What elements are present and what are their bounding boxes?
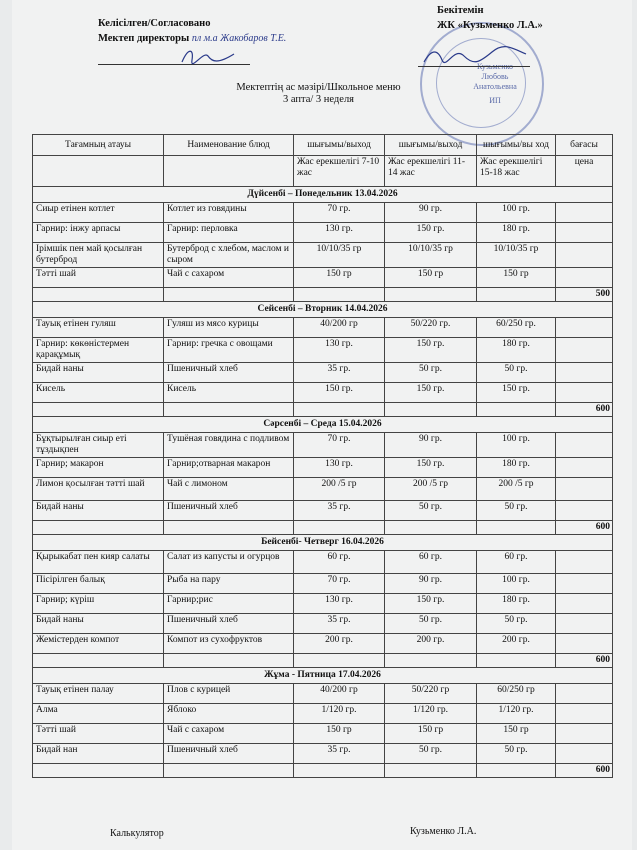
portion-7-10: 60 гр. bbox=[294, 551, 385, 574]
day-total-row bbox=[33, 403, 613, 417]
price-cell bbox=[556, 501, 613, 521]
portion-7-10: 150 гр bbox=[294, 724, 385, 744]
dish-row bbox=[33, 383, 613, 403]
menu-table bbox=[32, 134, 613, 778]
age-group-3: Жас ерекшелігі 15-18 жас bbox=[477, 156, 556, 187]
handwritten-name: пл м.а Жакобаров Т.Е. bbox=[191, 33, 287, 44]
price-cell bbox=[556, 614, 613, 634]
footer-calculator: Калькулятор bbox=[110, 828, 164, 839]
portion-7-10: 35 гр. bbox=[294, 614, 385, 634]
price-cell bbox=[556, 458, 613, 478]
dish-name-ru: Чай с сахаром bbox=[164, 268, 294, 288]
portion-7-10: 35 гр. bbox=[294, 501, 385, 521]
dish-row bbox=[33, 684, 613, 704]
portion-7-10: 130 гр. bbox=[294, 338, 385, 363]
day-total-row bbox=[33, 521, 613, 535]
portion-15-18: 50 гр. bbox=[477, 744, 556, 764]
age-group-1: Жас ерекшелігі 7-10 жас bbox=[294, 156, 385, 187]
dish-name-ru: Пшеничный хлеб bbox=[164, 744, 294, 764]
stamp-line: Кузьменко bbox=[477, 62, 513, 71]
dish-name-ru: Гарнир: гречка с овощами bbox=[164, 338, 294, 363]
price-cell bbox=[556, 574, 613, 594]
portion-7-10: 130 гр. bbox=[294, 223, 385, 243]
dish-name-ru: Пшеничный хлеб bbox=[164, 501, 294, 521]
portion-7-10: 35 гр. bbox=[294, 363, 385, 383]
dish-name-ru: Яблоко bbox=[164, 704, 294, 724]
dish-name-ru: Гарнир;рис bbox=[164, 594, 294, 614]
portion-11-14: 150 гр. bbox=[385, 338, 477, 363]
menu-title bbox=[0, 82, 637, 106]
portion-15-18: 50 гр. bbox=[477, 614, 556, 634]
dish-name-kz: Гарнир; күріш bbox=[33, 594, 164, 614]
portion-7-10: 40/200 гр bbox=[294, 684, 385, 704]
col-header-price: бағасы bbox=[556, 135, 613, 156]
price-cell bbox=[556, 551, 613, 574]
portion-11-14: 150 гр. bbox=[385, 383, 477, 403]
price-cell bbox=[556, 318, 613, 338]
day-total-price: 600 bbox=[556, 403, 613, 417]
portion-15-18: 60/250 гр. bbox=[477, 318, 556, 338]
dish-name-kz: Гарнир; макарон bbox=[33, 458, 164, 478]
day-total-price: 600 bbox=[556, 764, 613, 778]
dish-row bbox=[33, 501, 613, 521]
portion-11-14: 50 гр. bbox=[385, 363, 477, 383]
dish-name-ru: Тушёная говядина с подливом bbox=[164, 433, 294, 458]
dish-name-ru: Рыба на пару bbox=[164, 574, 294, 594]
dish-name-ru: Пшеничный хлеб bbox=[164, 363, 294, 383]
portion-7-10: 130 гр. bbox=[294, 458, 385, 478]
portion-11-14: 150 гр bbox=[385, 724, 477, 744]
portion-15-18: 10/10/35 гр bbox=[477, 243, 556, 268]
portion-15-18: 100 гр. bbox=[477, 203, 556, 223]
portion-11-14: 90 гр. bbox=[385, 574, 477, 594]
portion-15-18: 150 гр bbox=[477, 724, 556, 744]
dish-row bbox=[33, 478, 613, 501]
price-cell bbox=[556, 433, 613, 458]
dish-name-kz: Тәтті шай bbox=[33, 268, 164, 288]
dish-row bbox=[33, 704, 613, 724]
dish-name-kz: Қырыкабат пен кияр салаты bbox=[33, 551, 164, 574]
dish-name-kz: Гарнир: көкөністермен қарақұмық bbox=[33, 338, 164, 363]
dish-name-kz: Сиыр етінен котлет bbox=[33, 203, 164, 223]
dish-name-kz: Бидай наны bbox=[33, 614, 164, 634]
dish-name-ru: Чай с сахаром bbox=[164, 724, 294, 744]
price-cell bbox=[556, 724, 613, 744]
price-cell bbox=[556, 203, 613, 223]
dish-name-ru: Плов с курицей bbox=[164, 684, 294, 704]
portion-11-14: 50/220 гр bbox=[385, 684, 477, 704]
dish-name-kz: Лимон қосылған тәтті шай bbox=[33, 478, 164, 501]
portion-7-10: 70 гр. bbox=[294, 203, 385, 223]
portion-7-10: 200 гр. bbox=[294, 634, 385, 654]
portion-11-14: 150 гр. bbox=[385, 458, 477, 478]
portion-15-18: 200 /5 гр bbox=[477, 478, 556, 501]
dish-row bbox=[33, 594, 613, 614]
portion-11-14: 150 гр. bbox=[385, 223, 477, 243]
dish-row bbox=[33, 458, 613, 478]
price-cell bbox=[556, 634, 613, 654]
stamp-line: ИП bbox=[489, 96, 501, 105]
age-row bbox=[33, 156, 613, 187]
day-total-row bbox=[33, 288, 613, 302]
price-label: цена bbox=[556, 156, 613, 187]
dish-name-ru: Бутерброд с хлебом, маслом и сыром bbox=[164, 243, 294, 268]
dish-name-kz: Бидай наны bbox=[33, 363, 164, 383]
dish-row bbox=[33, 744, 613, 764]
dish-name-kz: Бидай нан bbox=[33, 744, 164, 764]
portion-11-14: 60 гр. bbox=[385, 551, 477, 574]
price-cell bbox=[556, 268, 613, 288]
portion-7-10: 40/200 гр bbox=[294, 318, 385, 338]
portion-15-18: 50 гр. bbox=[477, 501, 556, 521]
footer-signatory: Кузьменко Л.А. bbox=[410, 826, 477, 837]
portion-7-10: 200 /5 гр bbox=[294, 478, 385, 501]
dish-name-ru: Гарнир;отварная макарон bbox=[164, 458, 294, 478]
dish-row bbox=[33, 574, 613, 594]
portion-15-18: 180 гр. bbox=[477, 594, 556, 614]
dish-name-kz: Пісірілген балық bbox=[33, 574, 164, 594]
dish-row bbox=[33, 318, 613, 338]
portion-7-10: 10/10/35 гр bbox=[294, 243, 385, 268]
signature-left bbox=[178, 44, 238, 70]
portion-15-18: 150 гр bbox=[477, 268, 556, 288]
price-cell bbox=[556, 363, 613, 383]
approved-block bbox=[437, 3, 543, 33]
dish-name-kz: Бидай наны bbox=[33, 501, 164, 521]
price-cell bbox=[556, 243, 613, 268]
dish-row bbox=[33, 433, 613, 458]
dish-name-kz: Гарнир: інжу арпасы bbox=[33, 223, 164, 243]
col-header-out1: шығымы/выход bbox=[294, 135, 385, 156]
day-total-price: 500 bbox=[556, 288, 613, 302]
dish-name-ru: Кисель bbox=[164, 383, 294, 403]
day-title: Бейсенбі- Четверг 16.04.2026 bbox=[33, 535, 613, 551]
dish-name-ru: Котлет из говядины bbox=[164, 203, 294, 223]
portion-15-18: 150 гр. bbox=[477, 383, 556, 403]
dish-name-ru: Гуляш из мясо курицы bbox=[164, 318, 294, 338]
portion-11-14: 50/220 гр. bbox=[385, 318, 477, 338]
day-title: Дүйсенбі – Понедельник 13.04.2026 bbox=[33, 187, 613, 203]
portion-11-14: 150 гр bbox=[385, 268, 477, 288]
day-header-row bbox=[33, 535, 613, 551]
dish-row bbox=[33, 614, 613, 634]
portion-11-14: 90 гр. bbox=[385, 203, 477, 223]
dish-name-kz: Бұқтырылған сиыр еті тұздықпен bbox=[33, 433, 164, 458]
portion-11-14: 90 гр. bbox=[385, 433, 477, 458]
dish-row bbox=[33, 634, 613, 654]
col-header-kz: Тағамның атауы bbox=[33, 135, 164, 156]
portion-15-18: 100 гр. bbox=[477, 574, 556, 594]
price-cell bbox=[556, 223, 613, 243]
menu-title-line2: 3 апта/ 3 неделя bbox=[282, 94, 355, 105]
dish-name-ru: Компот из сухофруктов bbox=[164, 634, 294, 654]
stamp-line: Анатольевна bbox=[473, 82, 517, 91]
agreed-block bbox=[98, 16, 286, 46]
price-cell bbox=[556, 684, 613, 704]
dish-row bbox=[33, 363, 613, 383]
dish-name-kz: Ірімшік пен май қосылған бутерброд bbox=[33, 243, 164, 268]
dish-name-kz: Кисель bbox=[33, 383, 164, 403]
price-cell bbox=[556, 383, 613, 403]
price-cell bbox=[556, 744, 613, 764]
dish-row bbox=[33, 243, 613, 268]
price-cell bbox=[556, 594, 613, 614]
portion-15-18: 180 гр. bbox=[477, 338, 556, 363]
approved-org: ЖК «Кузьменко Л.А.» bbox=[437, 20, 543, 31]
header-row bbox=[33, 135, 613, 156]
price-cell bbox=[556, 478, 613, 501]
col-header-out3: шығымы/вы ход bbox=[477, 135, 556, 156]
portion-7-10: 1/120 гр. bbox=[294, 704, 385, 724]
day-title: Сәрсенбі – Среда 15.04.2026 bbox=[33, 417, 613, 433]
dish-name-kz: Тауық етінен палау bbox=[33, 684, 164, 704]
portion-15-18: 60/250 гр bbox=[477, 684, 556, 704]
portion-15-18: 1/120 гр. bbox=[477, 704, 556, 724]
portion-15-18: 180 гр. bbox=[477, 223, 556, 243]
portion-11-14: 10/10/35 гр bbox=[385, 243, 477, 268]
day-total-price: 600 bbox=[556, 521, 613, 535]
portion-15-18: 100 гр. bbox=[477, 433, 556, 458]
price-cell bbox=[556, 704, 613, 724]
portion-7-10: 150 гр. bbox=[294, 383, 385, 403]
dish-name-kz: Алма bbox=[33, 704, 164, 724]
dish-name-ru: Салат из капусты и огурцов bbox=[164, 551, 294, 574]
approved-title: Бекітемін bbox=[437, 5, 484, 16]
day-header-row bbox=[33, 187, 613, 203]
dish-row bbox=[33, 268, 613, 288]
dish-row bbox=[33, 223, 613, 243]
age-group-2: Жас ерекшелігі 11-14 жас bbox=[385, 156, 477, 187]
portion-7-10: 35 гр. bbox=[294, 744, 385, 764]
dish-name-ru: Гарнир: перловка bbox=[164, 223, 294, 243]
day-title: Сейсенбі – Вторник 14.04.2026 bbox=[33, 302, 613, 318]
signature-right bbox=[420, 42, 530, 68]
day-header-row bbox=[33, 302, 613, 318]
day-total-row bbox=[33, 764, 613, 778]
day-title: Жұма - Пятница 17.04.2026 bbox=[33, 668, 613, 684]
dish-name-kz: Тәтті шай bbox=[33, 724, 164, 744]
portion-11-14: 50 гр. bbox=[385, 744, 477, 764]
portion-11-14: 50 гр. bbox=[385, 614, 477, 634]
dish-name-ru: Чай с лимоном bbox=[164, 478, 294, 501]
col-header-out2: шығымы/выход bbox=[385, 135, 477, 156]
agreed-title: Келісілген/Согласовано bbox=[98, 18, 211, 29]
portion-11-14: 200 /5 гр bbox=[385, 478, 477, 501]
portion-15-18: 180 гр. bbox=[477, 458, 556, 478]
portion-7-10: 150 гр bbox=[294, 268, 385, 288]
dish-name-kz: Жемістерден компот bbox=[33, 634, 164, 654]
agreed-role: Мектеп директоры bbox=[98, 33, 190, 44]
day-header-row bbox=[33, 417, 613, 433]
day-total-row bbox=[33, 654, 613, 668]
price-cell bbox=[556, 338, 613, 363]
dish-name-kz: Тауық етінен гуляш bbox=[33, 318, 164, 338]
portion-15-18: 60 гр. bbox=[477, 551, 556, 574]
col-header-ru: Наименование блюд bbox=[164, 135, 294, 156]
day-total-price: 600 bbox=[556, 654, 613, 668]
menu-title-line1: Мектептің ас мәзірі/Школьное меню bbox=[236, 82, 401, 93]
stamp-line: Любовь bbox=[481, 72, 509, 81]
dish-row bbox=[33, 338, 613, 363]
portion-11-14: 1/120 гр. bbox=[385, 704, 477, 724]
dish-row bbox=[33, 203, 613, 223]
portion-7-10: 70 гр. bbox=[294, 574, 385, 594]
portion-11-14: 200 гр. bbox=[385, 634, 477, 654]
portion-7-10: 70 гр. bbox=[294, 433, 385, 458]
dish-row bbox=[33, 724, 613, 744]
dish-name-ru: Пшеничный хлеб bbox=[164, 614, 294, 634]
portion-11-14: 50 гр. bbox=[385, 501, 477, 521]
portion-7-10: 130 гр. bbox=[294, 594, 385, 614]
portion-15-18: 50 гр. bbox=[477, 363, 556, 383]
day-header-row bbox=[33, 668, 613, 684]
dish-row bbox=[33, 551, 613, 574]
portion-11-14: 150 гр. bbox=[385, 594, 477, 614]
portion-15-18: 200 гр. bbox=[477, 634, 556, 654]
